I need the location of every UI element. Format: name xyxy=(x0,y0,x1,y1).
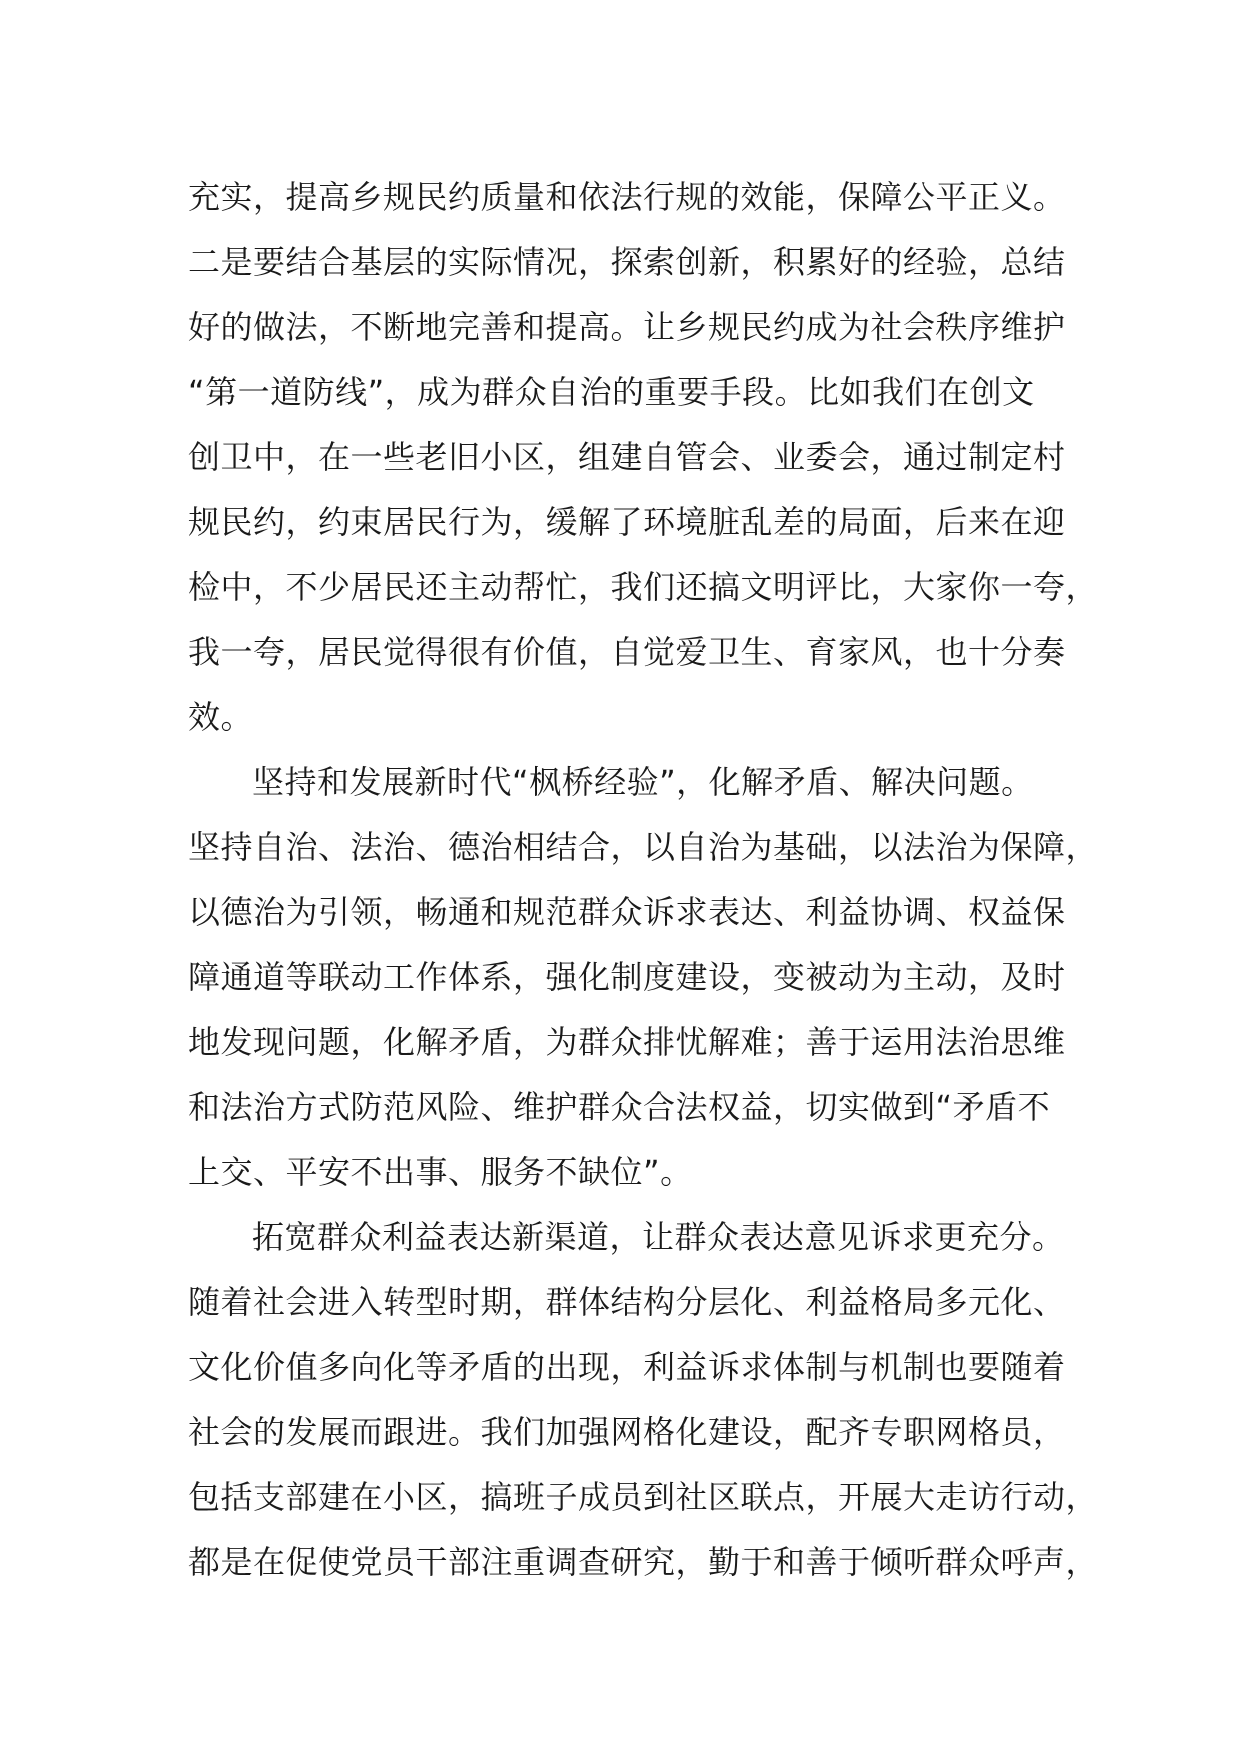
text-line: 坚持自治、法治、德治相结合，以自治为基础，以法治为保障， xyxy=(188,828,1099,866)
text-line: 和法治方式防范风险、维护群众合法权益，切实做到“矛盾不 xyxy=(188,1088,1051,1126)
paragraph-heading-line: 坚持和发展新时代“枫桥经验”，化解矛盾、解决问题。 xyxy=(252,763,1034,801)
text-line: 都是在促使党员干部注重调查研究，勤于和善于倾听群众呼声， xyxy=(188,1543,1099,1581)
text-line: 规民约，约束居民行为，缓解了环境脏乱差的局面，后来在迎 xyxy=(188,503,1066,541)
text-line: 以德治为引领，畅通和规范群众诉求表达、利益协调、权益保 xyxy=(188,893,1066,931)
text-line: 社会的发展而跟进。我们加强网格化建设，配齐专职网格员， xyxy=(188,1413,1066,1451)
text-line: 检中，不少居民还主动帮忙，我们还搞文明评比，大家你一夸， xyxy=(188,568,1099,606)
text-line: 地发现问题，化解矛盾，为群众排忧解难；善于运用法治思维 xyxy=(188,1023,1066,1061)
text-line: 好的做法，不断地完善和提高。让乡规民约成为社会秩序维护 xyxy=(188,308,1066,346)
text-line: 效。 xyxy=(188,698,254,736)
text-line: 二是要结合基层的实际情况，探索创新，积累好的经验，总结 xyxy=(188,243,1066,281)
text-line: 障通道等联动工作体系，强化制度建设，变被动为主动，及时 xyxy=(188,958,1066,996)
text-line: 包括支部建在小区，搞班子成员到社区联点，开展大走访行动， xyxy=(188,1478,1099,1516)
text-line: 充实，提高乡规民约质量和依法行规的效能，保障公平正义。 xyxy=(188,178,1066,216)
text-line: 文化价值多向化等矛盾的出现，利益诉求体制与机制也要随着 xyxy=(188,1348,1066,1386)
text-line: 创卫中，在一些老旧小区，组建自管会、业委会，通过制定村 xyxy=(188,438,1066,476)
text-line: 上交、平安不出事、服务不缺位”。 xyxy=(188,1153,693,1191)
body-text xyxy=(188,165,1099,1595)
text-line: “第一道防线”，成为群众自治的重要手段。比如我们在创文 xyxy=(188,373,1035,411)
paragraph-heading-line: 拓宽群众利益表达新渠道，让群众表达意见诉求更充分。 xyxy=(252,1218,1065,1256)
text-line: 我一夸，居民觉得很有价值，自觉爱卫生、育家风，也十分奏 xyxy=(188,633,1066,671)
text-line: 随着社会进入转型时期，群体结构分层化、利益格局多元化、 xyxy=(188,1283,1066,1321)
